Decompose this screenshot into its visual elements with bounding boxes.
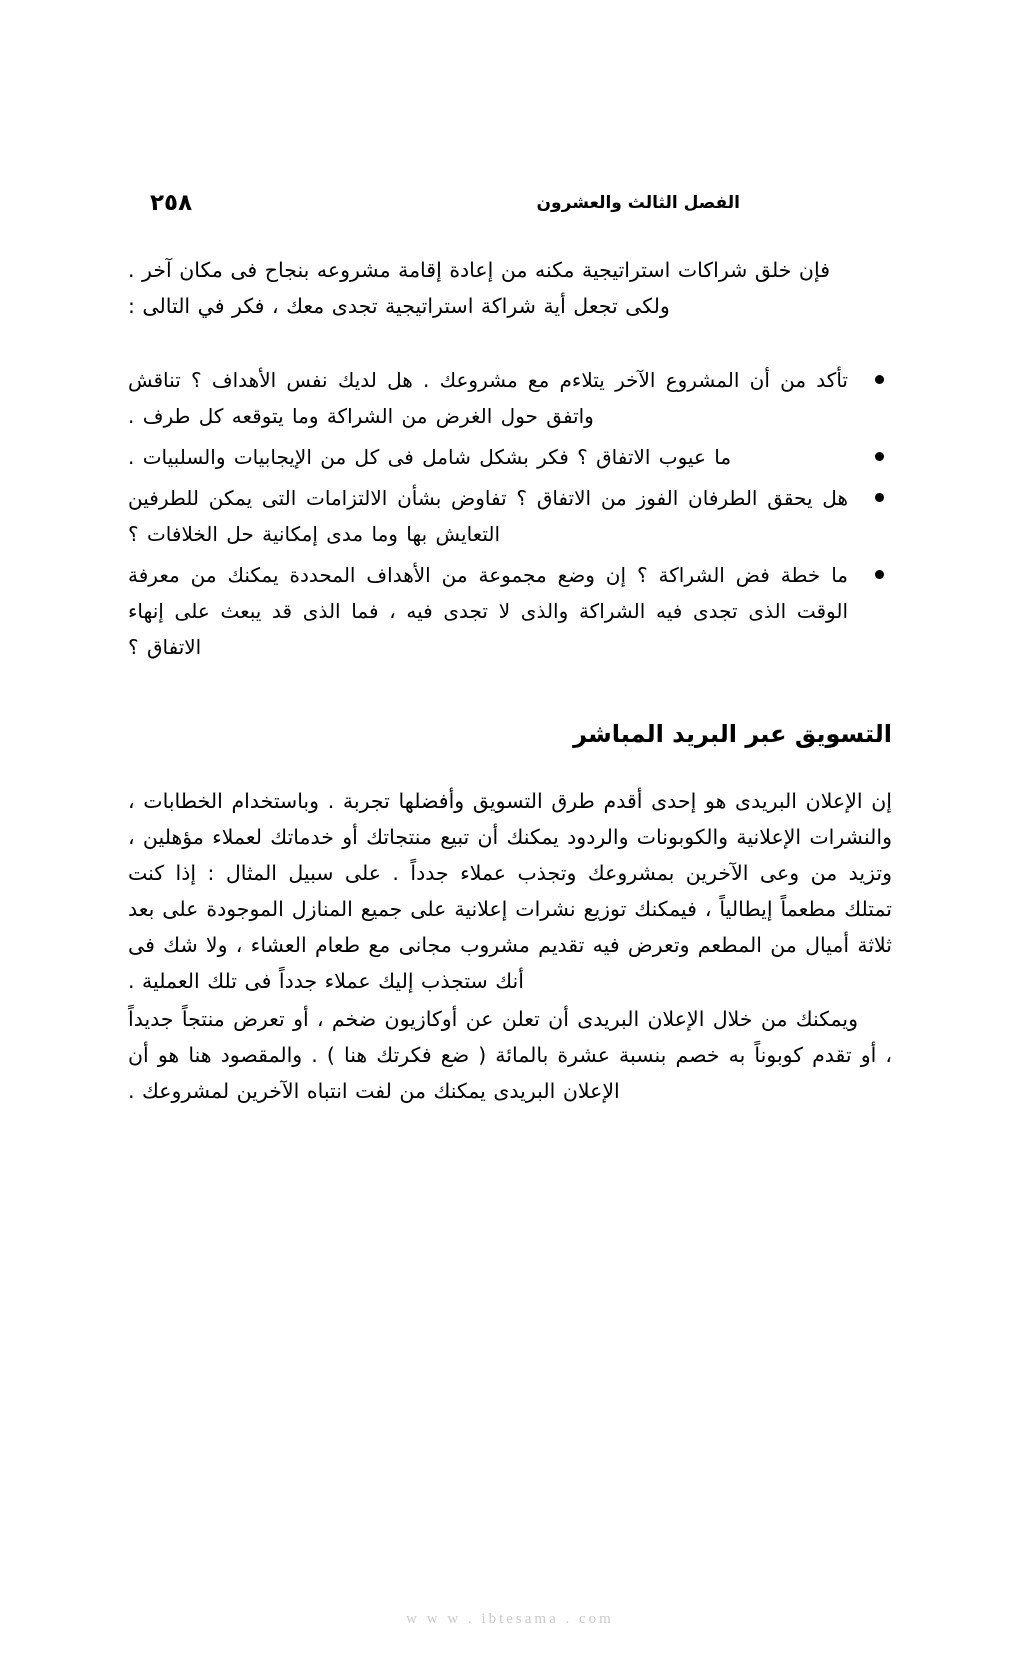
running-header — [150, 186, 870, 220]
body-paragraph: إن الإعلان البريدى هو إحدى أقدم طرق التسويق وأفضلها تجربة . وباستخدام الخطابات ، والنشرات الإعلانية والكوبونات والردود يمكنك أن تبيع منتجاتك أو خدماتك لعملاء مؤهلين ، وتزيد من وعى الآخرين بمشروعك وتجذب عملاء جدداً . على سبيل المثال : إذا كنت تمتلك مطعماً إيطالياً ، فيمكنك توزيع نشرات إعلانية على جميع المنازل الموجودة على بعد ثلاثة أميال من المطعم وتعرض فيه تقديم مشروب مجانى مع طعام العشاء ، ولا شك فى أنك ستجذب إليك عملاء جدداً فى تلك العملية . — [128, 789, 892, 993]
bullet-dot-icon — [875, 375, 884, 384]
section-body — [128, 783, 892, 1109]
intro-paragraph: فإن خلق شراكات استراتيجية مكنه من إعادة إقامة مشروعه بنجاح فى مكان آخر . — [128, 258, 831, 282]
body-paragraph: ويمكنك من خلال الإعلان البريدى أن تعلن عن أوكازيون ضخم ، أو تعرض منتجاً جديداً ، أو تقدم كوبوناً به خصم بنسبة عشرة بالمائة ( ضع فكرتك هنا ) . والمقصود هنا هو أن الإعلان البريدى يمكنك من لفت انتباه الآخرين لمشروعك . — [128, 1007, 892, 1103]
list-item-text: هل يحقق الطرفان الفوز من الاتفاق ؟ تفاوض بشأن الالتزامات التى يمكن للطرفين التعايش بها وما مدى إمكانية حل الخلافات ؟ — [128, 486, 848, 546]
page-content — [128, 252, 892, 1109]
lead-in-paragraph: ولكى تجعل أية شراكة استراتيجية تجدى معك ، فكر في التالى : — [128, 294, 670, 318]
consideration-list — [128, 362, 892, 665]
list-item — [128, 480, 892, 552]
list-item — [128, 362, 892, 434]
list-item-text: ما عيوب الاتفاق ؟ فكر بشكل شامل فى كل من الإيجابيات والسلبيات . — [128, 445, 732, 469]
bullet-dot-icon — [875, 493, 884, 502]
bullet-dot-icon — [875, 452, 884, 461]
site-watermark: w w w . ibtesama . com — [406, 1611, 614, 1627]
list-item — [128, 439, 892, 475]
list-item-text: ما خطة فض الشراكة ؟ إن وضع مجموعة من الأهداف المحددة يمكنك من معرفة الوقت الذى تجدى فيه الشراكة والذى لا تجدى فيه ، فما الذى قد يبعث على إنهاء الاتفاق ؟ — [128, 563, 848, 659]
chapter-title: الفصل الثالث والعشرون — [536, 192, 740, 213]
list-item — [128, 557, 892, 665]
page-number: ٢٥٨ — [150, 189, 193, 216]
bullet-dot-icon — [875, 570, 884, 579]
section-heading: التسويق عبر البريد المباشر — [573, 720, 892, 748]
list-item-text: تأكد من أن المشروع الآخر يتلاءم مع مشروعك . هل لديك نفس الأهداف ؟ تناقش واتفق حول الغرض من الشراكة وما يتوقعه كل طرف . — [128, 368, 848, 428]
